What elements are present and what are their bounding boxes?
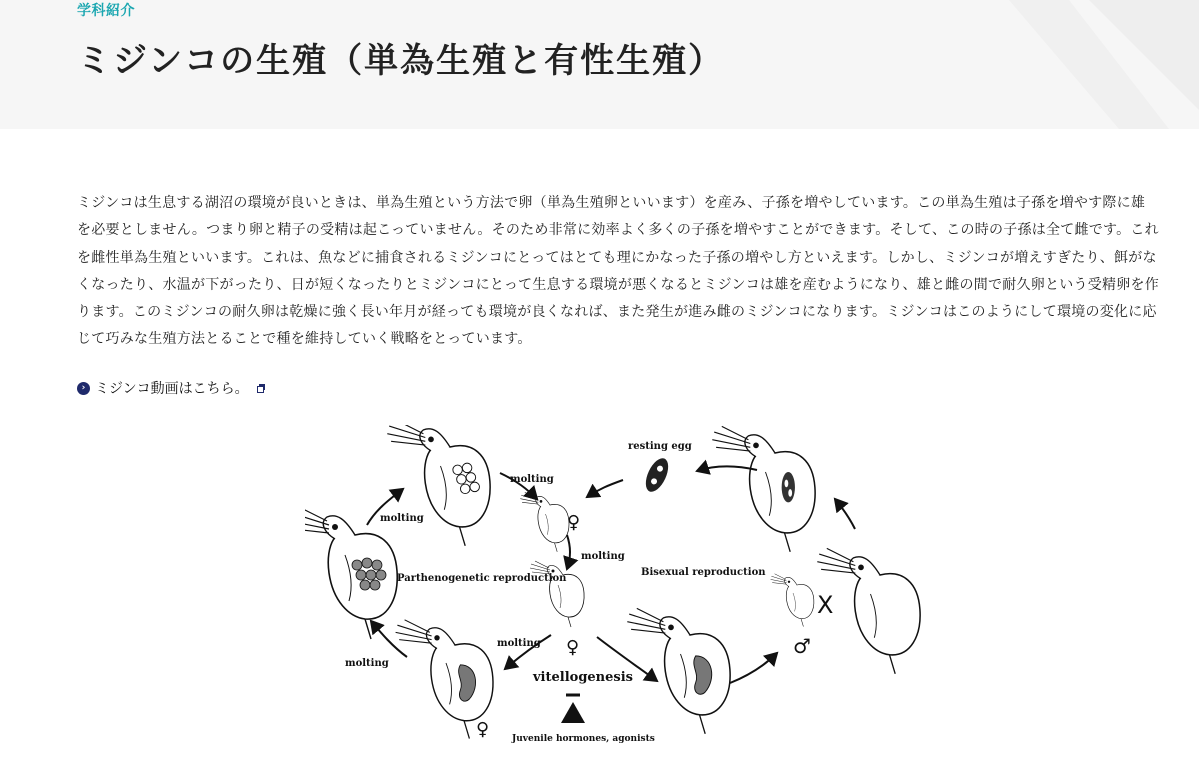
header-decoration: [899, 0, 1199, 129]
chevron-right-icon: ›: [77, 382, 90, 395]
female-symbol-3: ♀: [476, 719, 490, 740]
male-symbol: ♂: [793, 634, 811, 658]
page-header: [0, 0, 1199, 129]
label-molting-4: molting: [497, 638, 541, 649]
label-molting-3: molting: [581, 551, 625, 562]
video-link[interactable]: [77, 378, 265, 398]
label-parthenogenetic: Parthenogenetic reproduction: [397, 573, 567, 584]
resting-egg-shape: [641, 455, 673, 495]
breadcrumb[interactable]: 学科紹介: [77, 3, 135, 19]
article-body: ミジンコは生息する湖沼の環境が良いときは、単為生殖という方法で卵（単為生殖卵といいます）を産み、子孫を増やしています。この単為生殖は子孫を増やす際に雄を必要としません。つまり卵と精子の受精は起こっていません。そのため非常に効率よく多くの子孫を増やすことができます。そして、この時の子孫は全て雌です。これを雌性単為生殖といいます。これは、魚などに捕食されるミジンコにとってはとても理にかなった子孫の増やし方といえます。しかし、ミジンコが増えすぎたり、餌がなくなったり、水温が下がったり、日が短くなったりとミジンコにとって生息する環境が悪くなるとミジンコは雄を産むようになり、雄と雌の間で耐久卵という受精卵を作ります。このミジンコの耐久卵は乾燥に強く長い年月が経っても環境が良くなれば、また発生が進み雌のミジンコになります。ミジンコはこのようにして環境の変化に応じて巧みな生殖方法とることで種を維持していく戦略をとっています。: [77, 195, 1160, 348]
label-molting-5: molting: [345, 658, 389, 669]
daphnia-life-cycle-diagram: [305, 425, 925, 750]
label-juvenile-hormones: Juvenile hormones, agonists: [512, 734, 655, 744]
female-symbol-2: ♀: [566, 637, 580, 658]
label-vitellogenesis: vitellogenesis: [533, 670, 633, 685]
video-link-label[interactable]: ミジンコ動画はこちら。: [95, 381, 249, 397]
daphnia-male: [771, 574, 814, 627]
label-bisexual: Bisexual reproduction: [641, 567, 766, 578]
page-title: ミジンコの生殖（単為生殖と有性生殖）: [77, 41, 725, 81]
external-link-icon: [257, 384, 265, 392]
label-molting-1: molting: [380, 513, 424, 524]
female-symbol-1: ♀: [567, 512, 581, 533]
daphnia-top-left: [387, 425, 490, 546]
daphnia-top-right: [712, 426, 815, 551]
daphnia-left: [305, 507, 397, 639]
label-molting-2: molting: [510, 474, 554, 485]
daphnia-juvenile-top: [520, 492, 569, 551]
daphnia-juvenile-mid: [530, 561, 584, 627]
label-resting-egg: resting egg: [628, 441, 692, 452]
cross-symbol: X: [817, 591, 834, 619]
